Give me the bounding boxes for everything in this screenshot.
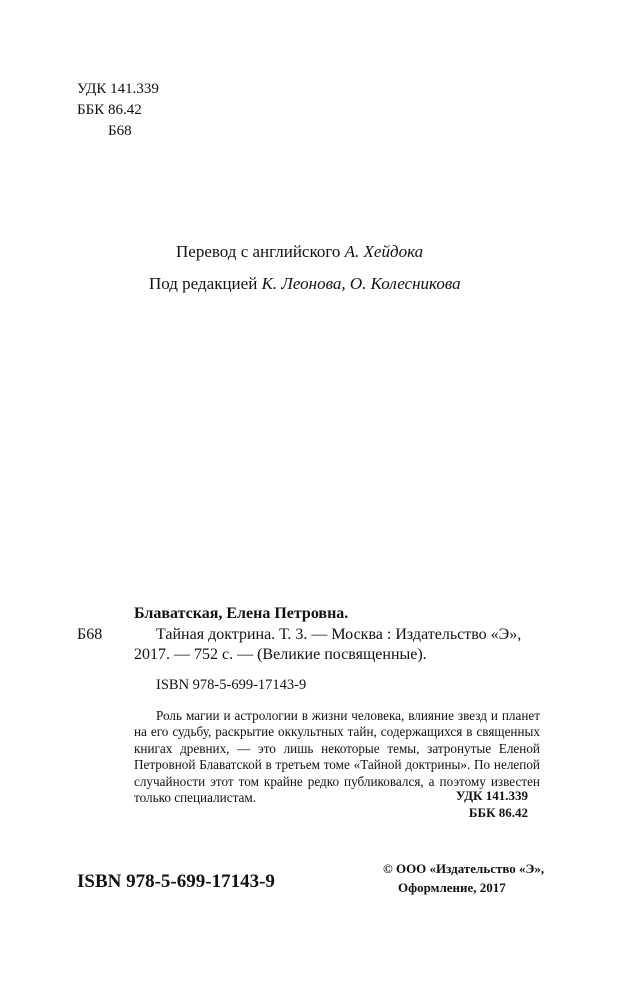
editing-prefix: Под редакцией xyxy=(149,274,258,293)
catalog-line-2: 2017. — 752 с. — (Великие посвященные). xyxy=(134,646,427,663)
catalog-udk: УДК 141.339 xyxy=(455,788,528,803)
catalog-bbk: ББК 86.42 xyxy=(468,805,528,820)
catalog-author-mark: Б68 xyxy=(77,626,103,643)
translator: А. Хейдока xyxy=(344,242,424,261)
footer-isbn: ISBN 978-5-699-17143-9 xyxy=(77,871,275,892)
abstract: Роль магии и астрологии в жизни человека, влияние звезд и планет на его судьбу, раскрытие оккультных тайн, содержащихся в священных книгах древних, — это лишь некоторые темы, затронутые Еленой Петровной Блаватской в третьем томе «Тайной доктрины». По нелепой случайности этот том крайне редко публиковался, а поэтому известен только специалистам. xyxy=(134,708,540,806)
translation-credit xyxy=(176,243,423,260)
udk-code: УДК 141.339 xyxy=(77,81,159,97)
catalog-isbn: ISBN 978-5-699-17143-9 xyxy=(156,677,307,693)
author-mark: Б68 xyxy=(108,123,132,139)
translation-prefix: Перевод с английского xyxy=(176,242,341,261)
editors: К. Леонова, О. Колесникова xyxy=(261,274,461,293)
bbk-code: ББК 86.42 xyxy=(77,102,142,118)
editing-credit xyxy=(149,275,461,292)
catalog-line-1: Тайная доктрина. Т. 3. — Москва : Издательство «Э», xyxy=(156,626,522,643)
copyright: © ООО «Издательство «Э», xyxy=(383,861,545,876)
catalog-author: Блаватская, Елена Петровна. xyxy=(134,605,349,622)
design-credit: Оформление, 2017 xyxy=(398,880,506,895)
